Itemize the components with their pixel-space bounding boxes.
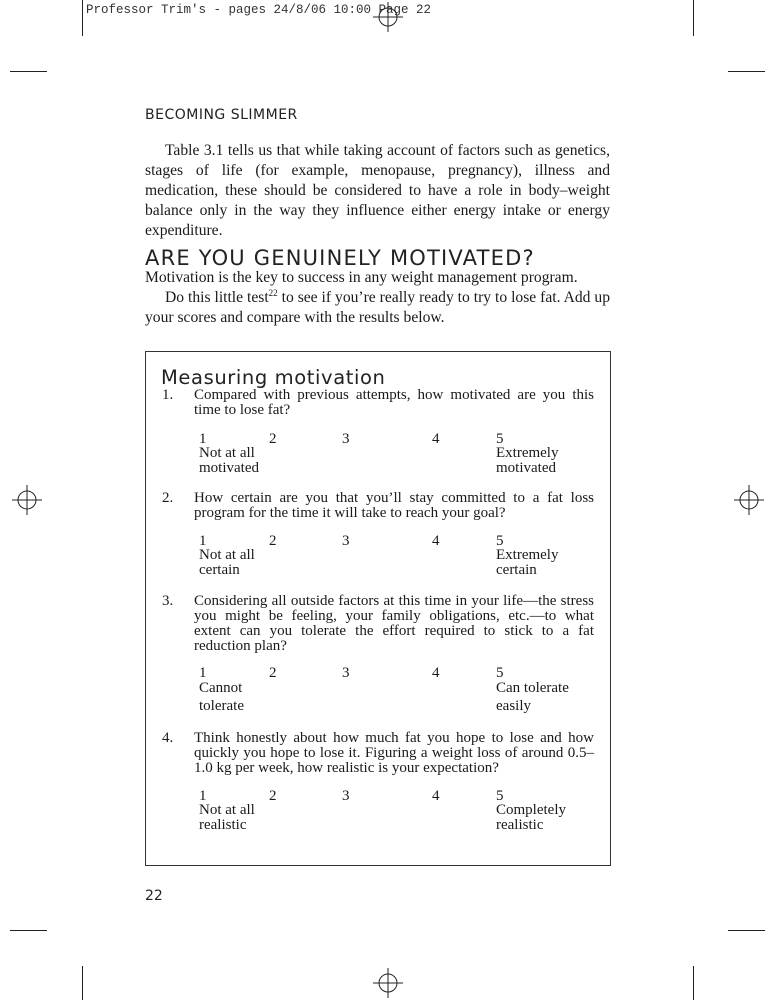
scale-3-high-label-1: Can tolerate	[496, 680, 569, 696]
crop-mark-bottom-left-v	[82, 966, 83, 1000]
scale-2-value-2: 2	[269, 533, 277, 549]
scale-1-low-label-2: motivated	[199, 460, 259, 476]
running-head: BECOMING SLIMMER	[145, 107, 298, 123]
scale-4-value-4: 4	[432, 788, 440, 804]
scale-4-value-5: 5	[496, 788, 504, 804]
scale-4-low-label-2: realistic	[199, 817, 247, 833]
registration-mark-top-icon	[371, 0, 405, 34]
box-title: Measuring motivation	[161, 366, 386, 389]
scale-2-high-label-2: certain	[496, 562, 537, 578]
scale-2-low-label-2: certain	[199, 562, 240, 578]
test-text-end: to see if you’re really ready to try to lose fat. Add up your scores and compare with the results below.	[145, 289, 610, 326]
registration-mark-bottom-icon	[371, 966, 405, 1000]
crop-mark-top-left-h	[10, 71, 47, 72]
question-3-text: Considering all outside factors at this time in your life—the stress you might be feeling, your family obligations, etc.—to what extent can you tolerate the effort required to stick to a fat reduction plan?	[194, 593, 594, 654]
scale-2-high-label-1: Extremely	[496, 547, 559, 563]
section-heading: ARE YOU GENUINELY MOTIVATED?	[145, 246, 535, 270]
scale-2-low-label-1: Not at all	[199, 547, 255, 563]
scale-3-value-5: 5	[496, 665, 504, 681]
scale-1-low-label-1: Not at all	[199, 445, 255, 461]
crop-mark-bottom-right-v	[693, 966, 694, 1000]
scale-2-value-3: 3	[342, 533, 350, 549]
registration-mark-left-icon	[10, 483, 44, 517]
registration-mark-right-icon	[732, 483, 766, 517]
test-paragraph	[145, 288, 610, 328]
scale-3-high-label-2: easily	[496, 698, 531, 714]
crop-mark-bottom-right-h	[728, 930, 765, 931]
scale-3-value-2: 2	[269, 665, 277, 681]
crop-mark-top-right-h	[728, 71, 765, 72]
question-2-text: How certain are you that you’ll stay committed to a fat loss program for the time it will take to reach your goal?	[194, 490, 594, 521]
scale-4-value-3: 3	[342, 788, 350, 804]
scale-1-high-label-1: Extremely	[496, 445, 559, 461]
question-3-number: 3.	[162, 593, 174, 609]
scale-1-value-2: 2	[269, 431, 277, 447]
scale-1-value-1: 1	[199, 431, 207, 447]
crop-mark-bottom-left-h	[10, 930, 47, 931]
scale-4-value-1: 1	[199, 788, 207, 804]
scale-2-value-5: 5	[496, 533, 504, 549]
scale-3-low-label-1: Cannot	[199, 680, 243, 696]
question-4-text: Think honestly about how much fat you hope to lose and how quickly you hope to lose it. Figuring a weight loss of around 0.5–1.0 kg per week, how realistic is your expectation?	[194, 730, 594, 776]
question-3	[162, 593, 594, 654]
intro-paragraph: Table 3.1 tells us that while taking account of factors such as genetics, stages of life (for example, menopause, pregnancy), illness and medication, these should be considered to have a role in body–weight balance only in the way they influence either energy intake or energy expenditure.	[145, 142, 610, 239]
question-2-number: 2.	[162, 490, 174, 506]
motivation-paragraph: Motivation is the key to success in any weight management program.	[145, 269, 578, 286]
question-1-number: 1.	[162, 387, 174, 403]
scale-2-value-4: 4	[432, 533, 440, 549]
question-1-text: Compared with previous attempts, how motivated are you this time to lose fat?	[194, 387, 594, 418]
scale-1-high-label-2: motivated	[496, 460, 556, 476]
page-number: 22	[145, 888, 163, 904]
scale-3-value-1: 1	[199, 665, 207, 681]
question-4-number: 4.	[162, 730, 174, 746]
question-4	[162, 730, 594, 776]
scale-4-high-label-1: Completely	[496, 802, 566, 818]
question-2	[162, 490, 594, 521]
scale-3-value-3: 3	[342, 665, 350, 681]
scale-3-low-label-2: tolerate	[199, 698, 244, 714]
printer-slug: Professor Trim's - pages 24/8/06 10:00 Page 22	[86, 3, 432, 17]
scale-2-value-1: 1	[199, 533, 207, 549]
scale-4-low-label-1: Not at all	[199, 802, 255, 818]
footnote-reference: 22	[268, 287, 278, 298]
scale-3-value-4: 4	[432, 665, 440, 681]
question-1	[162, 387, 594, 418]
crop-mark-top-left-v	[82, 0, 83, 36]
scale-1-value-3: 3	[342, 431, 350, 447]
test-text-start: Do this little test	[165, 289, 269, 306]
scale-1-value-4: 4	[432, 431, 440, 447]
scale-1-value-5: 5	[496, 431, 504, 447]
scale-4-high-label-2: realistic	[496, 817, 544, 833]
scale-4-value-2: 2	[269, 788, 277, 804]
crop-mark-top-right-v	[693, 0, 694, 36]
